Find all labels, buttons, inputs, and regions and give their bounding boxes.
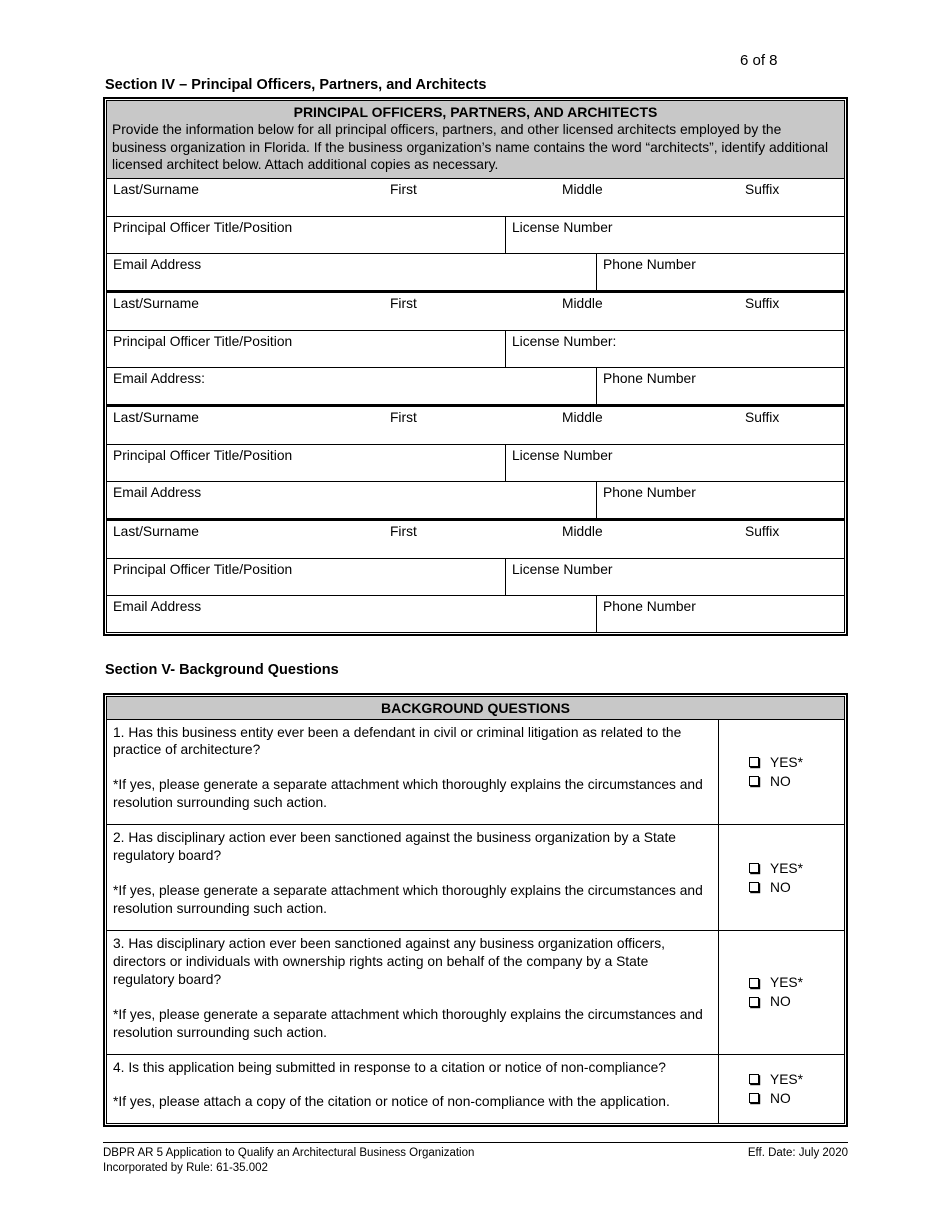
email-address-field[interactable] (107, 596, 597, 632)
question-text: 1. Has this business entity ever been a defendant in civil or criminal litigation as related to the practice of architecture? (113, 724, 682, 758)
footer-rule-number: Incorporated by Rule: 61-35.002 (103, 1162, 268, 1175)
yes-label: YES* (770, 754, 803, 770)
suffix-field[interactable] (745, 521, 844, 558)
officers-table-title: PRINCIPAL OFFICERS, PARTNERS, AND ARCHITECTS (293, 104, 658, 120)
page-content (103, 0, 848, 1176)
license-number-field[interactable] (506, 217, 844, 253)
no-checkbox[interactable] (749, 994, 844, 1009)
section5-heading: Section V- Background Questions (105, 661, 339, 678)
footer-eff-date: Eff. Date: July 2020 (747, 1147, 848, 1160)
email-address-label: Email Address: (113, 370, 206, 386)
question-text-cell (107, 1055, 719, 1124)
phone-number-field[interactable] (597, 368, 844, 404)
officer-block-1 (107, 179, 844, 290)
no-checkbox[interactable] (749, 1091, 844, 1106)
email-address-field[interactable] (107, 482, 597, 518)
no-checkbox[interactable] (749, 880, 844, 895)
middle-name-label: Middle (562, 523, 603, 539)
footer-left (103, 1146, 474, 1176)
phone-number-field[interactable] (597, 482, 844, 518)
middle-name-field[interactable] (562, 407, 745, 444)
officers-table (103, 97, 848, 636)
question-text-cell (107, 931, 719, 1054)
last-surname-label: Last/Surname (113, 409, 199, 425)
last-surname-field[interactable] (107, 407, 390, 444)
phone-number-label: Phone Number (603, 256, 696, 272)
phone-number-label: Phone Number (603, 484, 696, 500)
suffix-label: Suffix (745, 295, 780, 311)
suffix-label: Suffix (745, 523, 780, 539)
title-position-field[interactable] (107, 217, 506, 253)
first-name-field[interactable] (390, 293, 562, 330)
phone-number-label: Phone Number (603, 370, 696, 386)
yes-label: YES* (770, 1071, 803, 1087)
checkbox-icon[interactable] (749, 1093, 759, 1103)
phone-number-field[interactable] (597, 254, 844, 290)
title-position-label: Principal Officer Title/Position (113, 333, 293, 349)
title-position-label: Principal Officer Title/Position (113, 561, 293, 577)
answer-cell (719, 825, 844, 930)
license-number-field[interactable] (506, 331, 844, 367)
question-note: *If yes, please generate a separate attachment which thoroughly explains the circumstances and resolution surrounding such action. (113, 1006, 703, 1040)
checkbox-icon[interactable] (749, 757, 759, 767)
question-note: *If yes, please generate a separate attachment which thoroughly explains the circumstances and resolution surrounding such action. (113, 883, 703, 916)
no-checkbox[interactable] (749, 774, 844, 789)
suffix-label: Suffix (745, 181, 780, 197)
license-number-field[interactable] (506, 559, 844, 595)
question-note: *If yes, please generate a separate attachment which thoroughly explains the circumstances and resolution surrounding such action. (113, 777, 703, 811)
suffix-field[interactable] (745, 293, 844, 330)
answer-cell (719, 931, 844, 1054)
last-surname-field[interactable] (107, 293, 390, 330)
question-text-cell (107, 825, 719, 930)
suffix-field[interactable] (745, 179, 844, 216)
answer-cell (719, 720, 844, 825)
page-number: 6 of 8 (740, 52, 778, 69)
first-name-label: First (390, 409, 417, 425)
title-position-field[interactable] (107, 559, 506, 595)
question-row-1 (107, 720, 844, 825)
middle-name-field[interactable] (562, 179, 745, 216)
question-note: *If yes, please attach a copy of the citation or notice of non-compliance with the application. (113, 1094, 670, 1110)
license-number-field[interactable] (506, 445, 844, 481)
background-questions-table (103, 693, 848, 1128)
first-name-field[interactable] (390, 407, 562, 444)
section4-heading: Section IV – Principal Officers, Partners, and Architects (105, 77, 487, 93)
last-surname-label: Last/Surname (113, 181, 199, 197)
first-name-label: First (390, 181, 417, 197)
yes-checkbox[interactable] (749, 755, 844, 770)
license-number-label: License Number (512, 447, 613, 463)
email-address-label: Email Address (113, 598, 202, 614)
license-number-label: License Number (512, 219, 613, 235)
title-position-field[interactable] (107, 445, 506, 481)
license-number-label: License Number: (512, 333, 617, 349)
officers-table-header (107, 101, 844, 179)
question-row-3 (107, 930, 844, 1054)
checkbox-icon[interactable] (749, 997, 759, 1007)
first-name-label: First (390, 523, 417, 539)
question-text: 3. Has disciplinary action ever been sanctioned against any business organization officers, directors or individuals with ownership rights acting on behalf of the company by a State regulatory board? (113, 935, 665, 987)
question-text: 2. Has disciplinary action ever been sanctioned against the business organization by a State regulatory board? (113, 830, 676, 864)
no-label: NO (770, 1090, 791, 1106)
officer-block-2 (107, 290, 844, 404)
suffix-label: Suffix (745, 409, 780, 425)
middle-name-field[interactable] (562, 293, 745, 330)
no-label: NO (770, 773, 791, 789)
officers-table-instructions: Provide the information below for all principal officers, partners, and other licensed architects employed by the business organization in Florida. If the business organization’s name contains the word “architects”, identify additional licensed architect below. Attach additional copies as necessary. (112, 122, 829, 173)
middle-name-label: Middle (562, 295, 603, 311)
last-surname-label: Last/Surname (113, 295, 199, 311)
no-label: NO (770, 879, 791, 895)
email-address-label: Email Address (113, 256, 202, 272)
yes-checkbox[interactable] (749, 975, 844, 990)
officer-block-4 (107, 518, 844, 632)
footer-form-name: DBPR AR 5 Application to Qualify an Architectural Business Organization (103, 1147, 475, 1160)
middle-name-label: Middle (562, 409, 603, 425)
first-name-field[interactable] (390, 521, 562, 558)
last-surname-label: Last/Surname (113, 523, 199, 539)
email-address-field[interactable] (107, 368, 597, 404)
email-address-field[interactable] (107, 254, 597, 290)
background-questions-title: BACKGROUND QUESTIONS (107, 697, 844, 720)
last-surname-field[interactable] (107, 521, 390, 558)
page-footer (103, 1142, 848, 1176)
yes-checkbox[interactable] (749, 861, 844, 876)
last-surname-field[interactable] (107, 179, 390, 216)
suffix-field[interactable] (745, 407, 844, 444)
middle-name-field[interactable] (562, 521, 745, 558)
middle-name-label: Middle (562, 181, 603, 197)
first-name-field[interactable] (390, 179, 562, 216)
officer-block-3 (107, 404, 844, 518)
title-position-label: Principal Officer Title/Position (113, 219, 293, 235)
checkbox-icon[interactable] (749, 776, 759, 786)
answer-cell (719, 1055, 844, 1124)
email-address-label: Email Address (113, 484, 202, 500)
checkbox-icon[interactable] (749, 882, 759, 892)
phone-number-label: Phone Number (603, 598, 696, 614)
checkbox-icon[interactable] (749, 863, 759, 873)
question-text-cell (107, 720, 719, 825)
no-label: NO (770, 994, 791, 1010)
checkbox-icon[interactable] (749, 978, 759, 988)
yes-label: YES* (770, 860, 803, 876)
question-row-4 (107, 1054, 844, 1124)
title-position-label: Principal Officer Title/Position (113, 447, 293, 463)
first-name-label: First (390, 295, 417, 311)
license-number-label: License Number (512, 561, 613, 577)
checkbox-icon[interactable] (749, 1074, 759, 1084)
yes-checkbox[interactable] (749, 1072, 844, 1087)
phone-number-field[interactable] (597, 596, 844, 632)
yes-label: YES* (770, 975, 803, 991)
question-text: 4. Is this application being submitted in response to a citation or notice of non-compliance? (113, 1059, 666, 1075)
title-position-field[interactable] (107, 331, 506, 367)
question-row-2 (107, 824, 844, 930)
